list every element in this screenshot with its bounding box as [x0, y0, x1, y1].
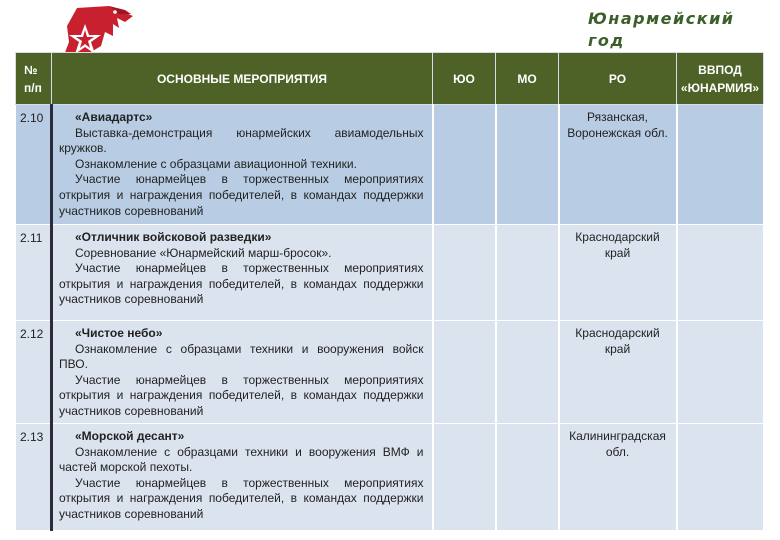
event-line: Выставка-демонстрация юнармейских авиамодельных кружков. — [59, 125, 424, 156]
event-line: Ознакомление с образцами авиационной техники. — [75, 156, 357, 171]
event-line: Ознакомление с образцами техники и вооружения ВМФ и частей морской пехоты. — [59, 444, 424, 475]
table-row — [16, 225, 764, 321]
yuo-cell — [433, 105, 496, 225]
event-description — [52, 225, 433, 321]
event-line: Участие юнармейцев в торжественных мероприятиях открытия и награждения победителей, в командах поддержки участников соревнований — [59, 372, 424, 418]
yuo-cell — [433, 225, 496, 321]
event-line: Участие юнармейцев в торжественных мероприятиях открытия и награждения победителей, в командах поддержки участников соревнований — [59, 475, 424, 521]
table-row — [16, 424, 764, 531]
yuo-cell — [433, 424, 496, 531]
event-title: «Авиадартс» — [75, 110, 153, 124]
column-header-ro: РО — [559, 53, 677, 105]
event-description — [52, 321, 433, 424]
mo-cell — [496, 321, 559, 424]
vvpod-cell — [677, 321, 764, 424]
table-row — [16, 321, 764, 424]
ro-cell: Краснодарский край — [559, 321, 677, 424]
table-header-row — [16, 53, 764, 105]
ro-cell: Калининградская обл. — [559, 424, 677, 531]
row-number: 2.12 — [16, 321, 52, 424]
column-header-mo: МО — [496, 53, 559, 105]
event-description — [52, 424, 433, 531]
event-line: Участие юнармейцев в торжественных мероприятиях открытия и награждения победителей, в командах поддержки участников соревнований — [59, 261, 424, 307]
vvpod-cell — [677, 105, 764, 225]
mo-cell — [496, 105, 559, 225]
yuo-cell — [433, 321, 496, 424]
vvpod-cell — [677, 424, 764, 531]
table-row — [16, 105, 764, 225]
event-line: Соревнование «Юнармейский марш-бросок». — [75, 245, 332, 260]
event-title: «Морской десант» — [75, 429, 185, 443]
column-header-num: № п/п — [16, 53, 52, 105]
vvpod-cell — [677, 225, 764, 321]
row-number: 2.11 — [16, 225, 52, 321]
event-title: «Отличник войсковой разведки» — [75, 230, 272, 244]
ro-cell: Краснодарский край — [559, 225, 677, 321]
event-line: Ознакомление с образцами техники и вооружения войск ПВО. — [59, 341, 424, 372]
event-line: Участие юнармейцев в торжественных мероприятиях открытия и награждения победителей, в командах поддержки участников соревнований — [59, 172, 424, 218]
year-title: Юнармейский год — [588, 9, 735, 50]
column-header-main: ОСНОВНЫЕ МЕРОПРИЯТИЯ — [52, 53, 433, 105]
event-title: «Чистое небо» — [75, 326, 163, 340]
column-header-yuo: ЮО — [433, 53, 496, 105]
event-description — [52, 105, 433, 225]
mo-cell — [496, 424, 559, 531]
column-header-vvpod: ВВПОД «ЮНАРМИЯ» — [677, 53, 764, 105]
ro-cell: Рязанская, Воронежская обл. — [559, 105, 677, 225]
row-number: 2.13 — [16, 424, 52, 531]
events-table — [15, 52, 765, 531]
row-number: 2.10 — [16, 105, 52, 225]
mo-cell — [496, 225, 559, 321]
